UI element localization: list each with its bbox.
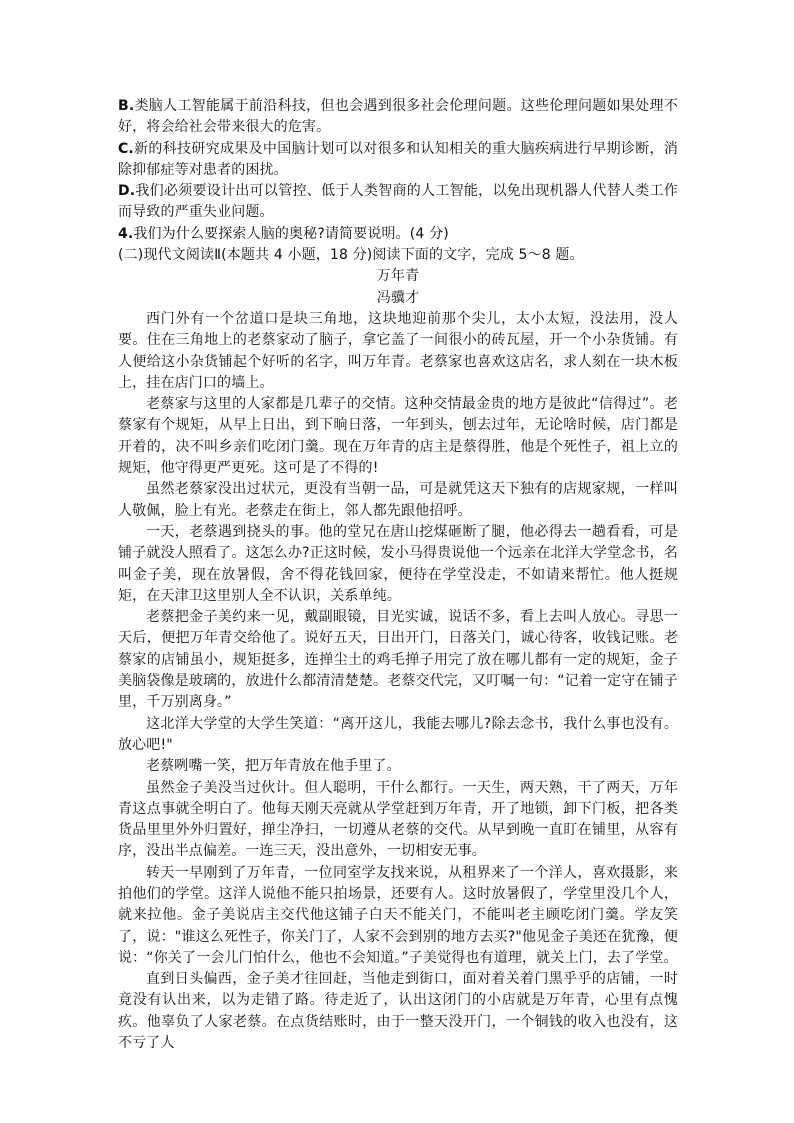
document-page bbox=[118, 96, 678, 1054]
paragraph-2: 老蔡家与这里的人家都是几辈子的交情。这种交情最金贵的地方是彼此“信得过”。老蔡家有个规矩，从早上日出，到下晌日落，一年到头，刨去过年，无论啥时候，店门都是开着的，决不叫乡亲们吃闭门羹。现在万年青的店主是蔡得胜，他是个死性子，祖上立的规矩，他守得更严更死。这可是了不得的! bbox=[118, 396, 678, 477]
story-title: 万年青 bbox=[376, 268, 420, 285]
option-b-label: B. bbox=[118, 98, 135, 114]
paragraph-3: 虽然老蔡家没出过状元，更没有当朝一品，可是就凭这天下独有的店规家规，一样叫人敬佩，脸上有光。老蔡走在街上，邻人都先跟他招呼。 bbox=[118, 481, 678, 519]
section-heading: (二)现代文阅读Ⅱ(本题共 4 小题，18 分)阅读下面的文字，完成 5～8 题。 bbox=[118, 247, 584, 264]
story-author: 冯骥才 bbox=[376, 289, 420, 306]
paragraph-6: 这北洋大学堂的大学生笑道：“离开这儿，我能去哪儿?除去念书，我什么事也没有。放心吧!" bbox=[118, 715, 678, 753]
option-b-text: 类脑人工智能属于前沿科技，但也会遇到很多社会伦理问题。这些伦理问题如果处理不好，将会给社会带来很大的危害。 bbox=[118, 98, 678, 136]
option-c bbox=[118, 139, 678, 182]
question-4-number: 4. bbox=[118, 225, 134, 242]
option-d-text: 我们必须要设计出可以管控、低于人类智商的人工智能，以免出现机器人代替人类工作而导致的严重失业问题。 bbox=[118, 183, 678, 221]
option-b bbox=[118, 96, 678, 139]
option-d-label: D. bbox=[118, 183, 136, 200]
paragraph-1: 西门外有一个岔道口是块三角地，这块地迎前那个尖儿，太小太短，没法用，没人要。住在三角地上的老蔡家动了脑子，拿它盖了一间很小的砖瓦屋，开一个小杂货铺。有人便给这小杂货铺起个好听的名字，叫万年青。老蔡家也喜欢这店名，求人刻在一块木板上，挂在店门口的墙上。 bbox=[118, 310, 678, 391]
question-4-text: 我们为什么要探索人脑的奥秘?请简要说明。(4 分) bbox=[133, 225, 449, 242]
paragraph-9: 转天一早刚到了万年青，一位同室学友找来说，从租界来了一个洋人，喜欢摄影，来拍他们的学堂。这洋人说他不能只拍场景，还要有人。这时放暑假了，学堂里没几个人，就来拉他。金子美说店主交代他这铺子白天不能关门，不能叫老主顾吃闭门羹。学友笑了，说："谁这么死性子，你关门了，人家不会到别的地方去买?"他见金子美还在犹豫，便说：“你关了一会儿门怕什么，他也不会知道。”子美觉得也有道理，就关上门，去了学堂。 bbox=[118, 864, 678, 966]
paragraph-4: 一天，老蔡遇到挠头的事。他的堂兄在唐山挖煤砸断了腿，他必得去一趟看看，可是铺子就没人照看了。这怎么办?正这时候，发小马得贵说他一个远亲在北洋大学堂念书，名叫金子美，现在放暑假，舍不得花钱回家，便待在学堂没走，不如请来帮忙。他人挺规矩，在天津卫这里别人全不认识，关系单纯。 bbox=[118, 523, 678, 604]
option-c-label: C. bbox=[118, 140, 134, 157]
option-d bbox=[118, 181, 678, 224]
paragraph-7: 老蔡咧嘴一笑，把万年青放在他手里了。 bbox=[146, 758, 401, 775]
paragraph-8: 虽然金子美没当过伙计。但人聪明，干什么都行。一天生，两天熟，干了两天，万年青这点事就全明白了。他每天刚天亮就从学堂赶到万年青，开了地锁，卸下门板，把各类货品里里外外归置好，掸尘净扫，一切遵从老蔡的交代。从早到晚一直盯在铺里，从容有序，没出半点偏差。一连三天，没出意外，一切相安无事。 bbox=[118, 779, 678, 860]
question-4 bbox=[118, 224, 678, 245]
paragraph-10: 直到日头偏西，金子美才往回赶，当他走到街口，面对着关着门黑乎乎的店铺，一时竟没有认出来，以为走错了路。待走近了，认出这闭门的小店就是万年青，心里有点愧疚。他辜负了人家老蔡。在点货结账时，由于一整天没开门，一个铜钱的收入也没有，这不亏了人 bbox=[118, 971, 678, 1052]
paragraph-5: 老蔡把金子美约来一见，戴副眼镜，目光实诚，说话不多，看上去叫人放心。寻思一天后，便把万年青交给他了。说好五天，日出开门，日落关门，诚心待客，收钱记账。老蔡家的店铺虽小，规矩挺多，连掸尘土的鸡毛掸子用完了放在哪儿都有一定的规矩，金子美脑袋像是玻璃的，放进什么都清清楚楚。老蔡交代完，又叮嘱一句：“记着一定守在铺子里，千万别离身。” bbox=[118, 609, 678, 711]
option-c-text: 新的科技研究成果及中国脑计划可以对很多和认知相关的重大脑疾病进行早期诊断，消除抑郁症等对患者的困扰。 bbox=[118, 140, 678, 178]
